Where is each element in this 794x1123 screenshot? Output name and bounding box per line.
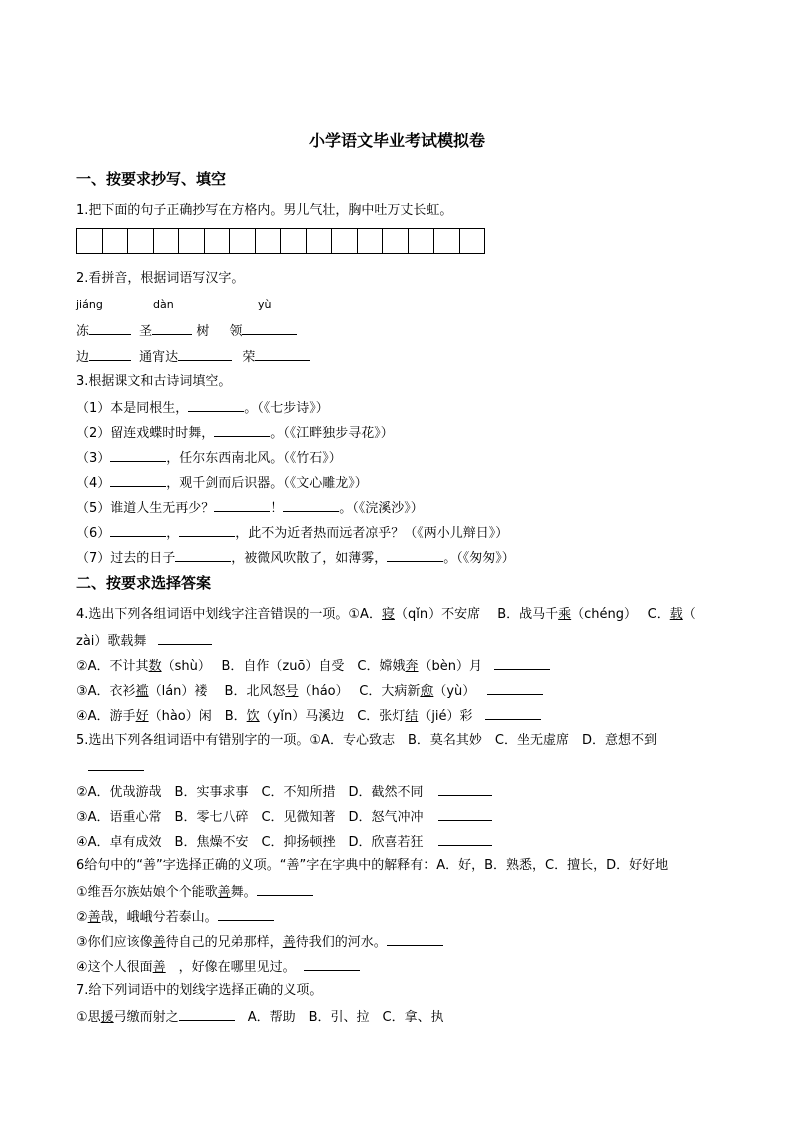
q6-item-3: ③你们应该像善待自己的兄弟那样，善待我们的河水。: [76, 932, 443, 952]
q7-item-1: ①思援弓缴而射之 A．帮助 B．引、拉 C．拿、执: [76, 1007, 444, 1027]
question-1: 1.把下面的句子正确抄写在方格内。男儿气壮，胸中吐万丈长虹。: [76, 203, 453, 218]
word-char: 荣: [242, 350, 256, 365]
q5-option-3: ③A．语重心常 B．零七八碎 C．见微知著 D．怒气冲冲: [76, 807, 492, 827]
grid-cell[interactable]: [280, 228, 307, 254]
fill-line-5: （5）谁道人生无再少？ ！ 。（《浣溪沙》）: [76, 498, 424, 518]
answer-blank[interactable]: [214, 498, 270, 512]
answer-blank[interactable]: [387, 548, 443, 562]
fill-line-4: （4） ，观千剑而后识器。（《文心雕龙》）: [76, 473, 368, 493]
answer-blank[interactable]: [179, 523, 235, 537]
q6-item-1: ①维吾尔族姑娘个个能歌善舞。: [76, 882, 313, 902]
pinyin-2: dàn: [153, 298, 174, 311]
answer-blank[interactable]: [485, 706, 541, 720]
fill-line-1: （1）本是同根生， 。（《七步诗》）: [76, 398, 329, 418]
word-char: 冻: [76, 324, 90, 339]
answer-blank[interactable]: [158, 631, 212, 645]
page-title: 小学语文毕业考试模拟卷: [308, 131, 485, 150]
grid-cell[interactable]: [357, 228, 384, 254]
word-char: 圣: [139, 324, 153, 339]
answer-blank[interactable]: [152, 321, 192, 335]
answer-blank[interactable]: [110, 523, 166, 537]
question-5: 5.选出下列各组词语中有错别字的一项。①A．专心致志 B．莫名其妙 C．坐无虚席 D．意想不到: [76, 733, 657, 748]
grid-cell[interactable]: [408, 228, 435, 254]
fill-line-7: （7）过去的日子 ，被微风吹散了，如薄雾， 。（《匆匆》）: [76, 548, 515, 568]
q6-item-2: ②善哉，峨峨兮若泰山。: [76, 907, 274, 927]
writing-grid[interactable]: [76, 228, 484, 254]
answer-blank[interactable]: [438, 782, 492, 796]
q5-option-2: ②A．优哉游哉 B．实事求事 C．不知所措 D．截然不同: [76, 782, 492, 802]
answer-blank[interactable]: [255, 347, 310, 361]
word-row-2: [76, 347, 310, 367]
grid-cell[interactable]: [76, 228, 103, 254]
fill-line-3: （3） ，任尔东西南北风。（《竹石》）: [76, 448, 342, 468]
answer-blank[interactable]: [242, 321, 297, 335]
q6-item-4: ④这个人很面善 ，好像在哪里见过。: [76, 957, 360, 977]
question-2: 2.看拼音，根据词语写汉字。: [76, 271, 245, 286]
grid-cell[interactable]: [331, 228, 358, 254]
grid-cell[interactable]: [204, 228, 231, 254]
answer-blank[interactable]: [110, 448, 166, 462]
answer-blank[interactable]: [438, 807, 492, 821]
answer-blank[interactable]: [188, 398, 244, 412]
question-4: 4.选出下列各组词语中划线字注音错误的一项。①A．寝（qǐn）不安席 B．战马千乘（chéng） C．载（: [76, 607, 696, 622]
section-heading-1: 一、按要求抄写、填空: [76, 170, 227, 188]
fill-line-2: （2）留连戏蝶时时舞， 。（《江畔独步寻花》）: [76, 423, 394, 443]
answer-blank[interactable]: [110, 473, 166, 487]
answer-blank[interactable]: [494, 656, 550, 670]
q4-option-2: ②A．不计其数（shù） B．自作（zuō）自受 C．嫦娥奔（bèn）月: [76, 656, 550, 676]
grid-cell[interactable]: [153, 228, 180, 254]
answer-blank[interactable]: [178, 347, 232, 361]
answer-blank[interactable]: [214, 423, 270, 437]
grid-cell[interactable]: [255, 228, 282, 254]
question-4-cont: zài）歌载舞: [76, 631, 212, 651]
answer-blank[interactable]: [387, 932, 443, 946]
answer-blank[interactable]: [88, 757, 144, 777]
word-char: 领: [229, 324, 243, 339]
section-heading-2: 二、按要求选择答案: [76, 574, 212, 592]
word-char: 边: [76, 350, 90, 365]
answer-blank[interactable]: [89, 321, 131, 335]
answer-blank[interactable]: [487, 681, 543, 695]
word-char: 树: [196, 324, 210, 339]
answer-blank[interactable]: [283, 498, 339, 512]
q4-option-3: ③A．衣衫褴（lán）褛 B．北风怒号（háo） C．大病新愈（yù）: [76, 681, 543, 701]
grid-cell[interactable]: [459, 228, 486, 254]
answer-blank[interactable]: [304, 957, 360, 971]
answer-blank[interactable]: [218, 907, 274, 921]
question-7: 7.给下列词语中的划线字选择正确的义项。: [76, 983, 323, 998]
grid-cell[interactable]: [382, 228, 409, 254]
answer-blank[interactable]: [179, 1007, 235, 1021]
question-6: 6给句中的“善”字选择正确的义项。“善”字在字典中的解释有：A．好，B．熟悉，C．擅长，D．好好地: [76, 858, 669, 873]
grid-cell[interactable]: [306, 228, 333, 254]
question-3: 3.根据课文和古诗词填空。: [76, 374, 232, 389]
fill-line-6: （6） ， ，此不为近者热而远者凉乎？（《两小儿辩日》）: [76, 523, 508, 543]
pinyin-3: yù: [258, 298, 272, 311]
grid-cell[interactable]: [178, 228, 205, 254]
q5-option-4: ④A．卓有成效 B．焦燥不安 C．抑扬顿挫 D．欣喜若狂: [76, 832, 492, 852]
answer-blank[interactable]: [257, 882, 313, 896]
word-char: 通宵达: [139, 350, 179, 365]
grid-cell[interactable]: [229, 228, 256, 254]
answer-blank[interactable]: [438, 832, 492, 846]
word-row-1: [76, 321, 297, 341]
q4-option-4: ④A．游手好（hào）闲 B．饮（yǐn）马溪边 C．张灯结（jié）彩: [76, 706, 541, 726]
answer-blank[interactable]: [89, 347, 131, 361]
pinyin-1: jiáng: [76, 298, 103, 311]
grid-cell[interactable]: [127, 228, 154, 254]
grid-cell[interactable]: [102, 228, 129, 254]
grid-cell[interactable]: [433, 228, 460, 254]
answer-blank[interactable]: [175, 548, 231, 562]
